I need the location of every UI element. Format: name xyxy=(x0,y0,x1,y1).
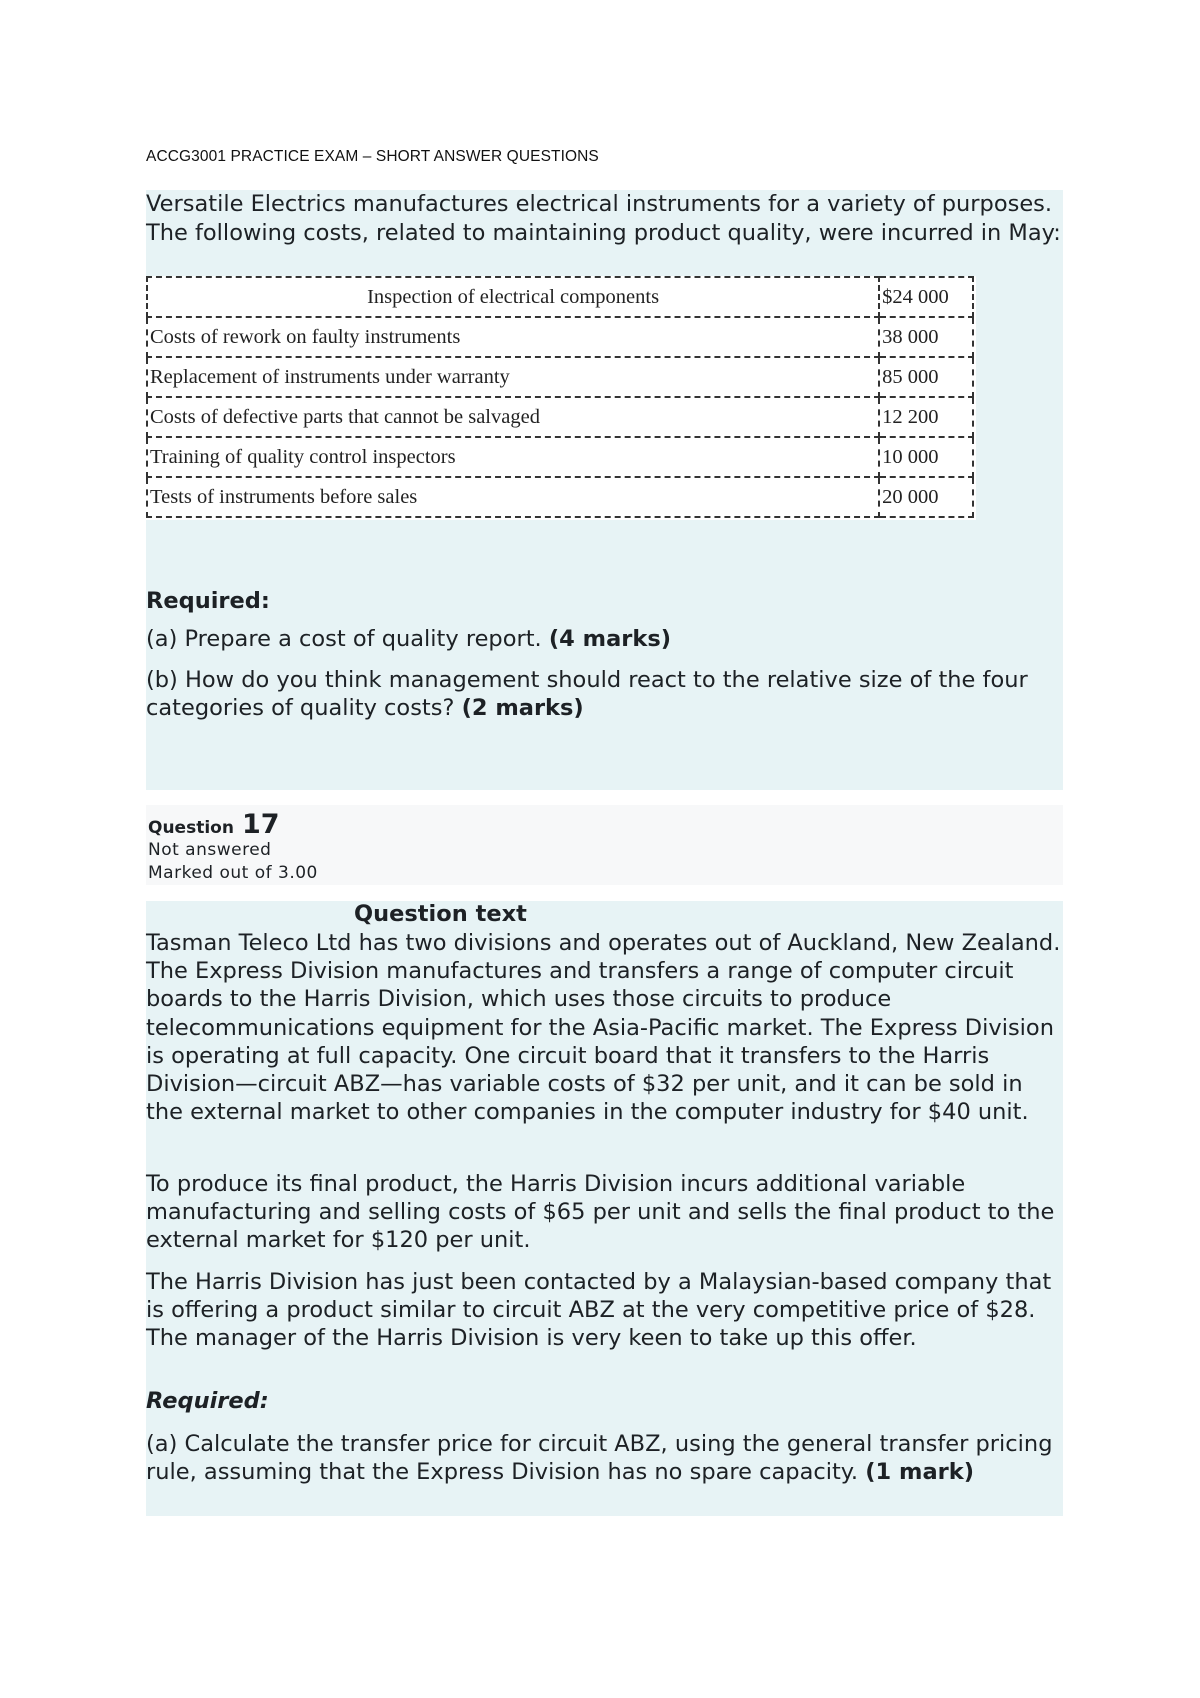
question-17-part-a xyxy=(146,1430,1063,1486)
cost-table-wrapper xyxy=(146,276,976,520)
cost-amount: 38 000 xyxy=(879,317,973,357)
required-heading: Required: xyxy=(146,588,270,614)
cost-amount: $24 000 xyxy=(879,277,973,317)
question-17-required-heading: Required: xyxy=(146,1388,269,1414)
table-row xyxy=(147,357,973,397)
cost-item: Inspection of electrical components xyxy=(147,277,879,317)
question-17-part-a-text: (a) Calculate the transfer price for circuit ABZ, using the general transfer pricing rule, assuming that the Express Division has no spare capacity. xyxy=(146,1431,1053,1486)
question-text-heading: Question text xyxy=(354,901,527,927)
part-b-question: (b) How do you think management should react to the relative size of the four categories of quality costs? xyxy=(146,667,1028,721)
question-17-paragraph-3: The Harris Division has just been contacted by a Malaysian-based company that is offering a product similar to circuit ABZ at the very competitive price of $28. The manager of the Harris Division is very keen to take up this offer. xyxy=(146,1269,1052,1352)
question-17-info xyxy=(146,805,1063,885)
question-17-part-a-marks: (1 mark) xyxy=(865,1459,974,1486)
part-b-marks: (2 marks) xyxy=(461,695,584,721)
table-row xyxy=(147,277,973,317)
part-a-marks: (4 marks) xyxy=(548,626,671,652)
cost-amount: 20 000 xyxy=(879,477,973,517)
question-number-value: 17 xyxy=(241,809,280,840)
cost-item: Costs of defective parts that cannot be salvaged xyxy=(147,397,879,437)
cost-amount: 85 000 xyxy=(879,357,973,397)
cost-item: Replacement of instruments under warranty xyxy=(147,357,879,397)
question-17-paragraph-1: Tasman Teleco Ltd has two divisions and operates out of Auckland, New Zealand. The Express Division manufactures and transfers a range of computer circuit boards to the Harris Division, which uses those circuits to produce telecommunications equipment for the Asia-Pacific market. The Express Division is operating at full capacity. One circuit board that it transfers to the Harris Division—circuit ABZ—has variable costs of $32 per unit, and it can be sold in the external market to other companies in the computer industry for $40 unit. xyxy=(146,930,1061,1126)
quality-cost-table xyxy=(146,276,974,518)
question-16-block xyxy=(146,190,1063,790)
cost-amount: 10 000 xyxy=(879,437,973,477)
question-grade: Marked out of 3.00 xyxy=(148,863,318,883)
cost-item: Costs of rework on faulty instruments xyxy=(147,317,879,357)
table-row xyxy=(147,477,973,517)
table-row xyxy=(147,437,973,477)
page-header: ACCG3001 PRACTICE EXAM – SHORT ANSWER QUESTIONS xyxy=(146,148,599,165)
cost-amount: 12 200 xyxy=(879,397,973,437)
part-a-question: (a) Prepare a cost of quality report. xyxy=(146,626,542,652)
table-row xyxy=(147,317,973,357)
question-label: Question xyxy=(148,818,234,838)
part-b-text xyxy=(146,666,1063,722)
question-17-paragraph-2: To produce its final product, the Harris Division incurs additional variable manufacturing and selling costs of $65 per unit and sells the final product to the external market for $120 per unit. xyxy=(146,1171,1055,1254)
question-number xyxy=(148,809,280,840)
part-a-text xyxy=(146,626,1063,652)
cost-item: Training of quality control inspectors xyxy=(147,437,879,477)
question-state: Not answered xyxy=(148,840,272,860)
table-row xyxy=(147,397,973,437)
cost-item: Tests of instruments before sales xyxy=(147,477,879,517)
question-17-content xyxy=(146,901,1063,1516)
question-16-intro: Versatile Electrics manufactures electrical instruments for a variety of purposes. The following costs, related to maintaining product quality, were incurred in May: xyxy=(146,191,1061,246)
